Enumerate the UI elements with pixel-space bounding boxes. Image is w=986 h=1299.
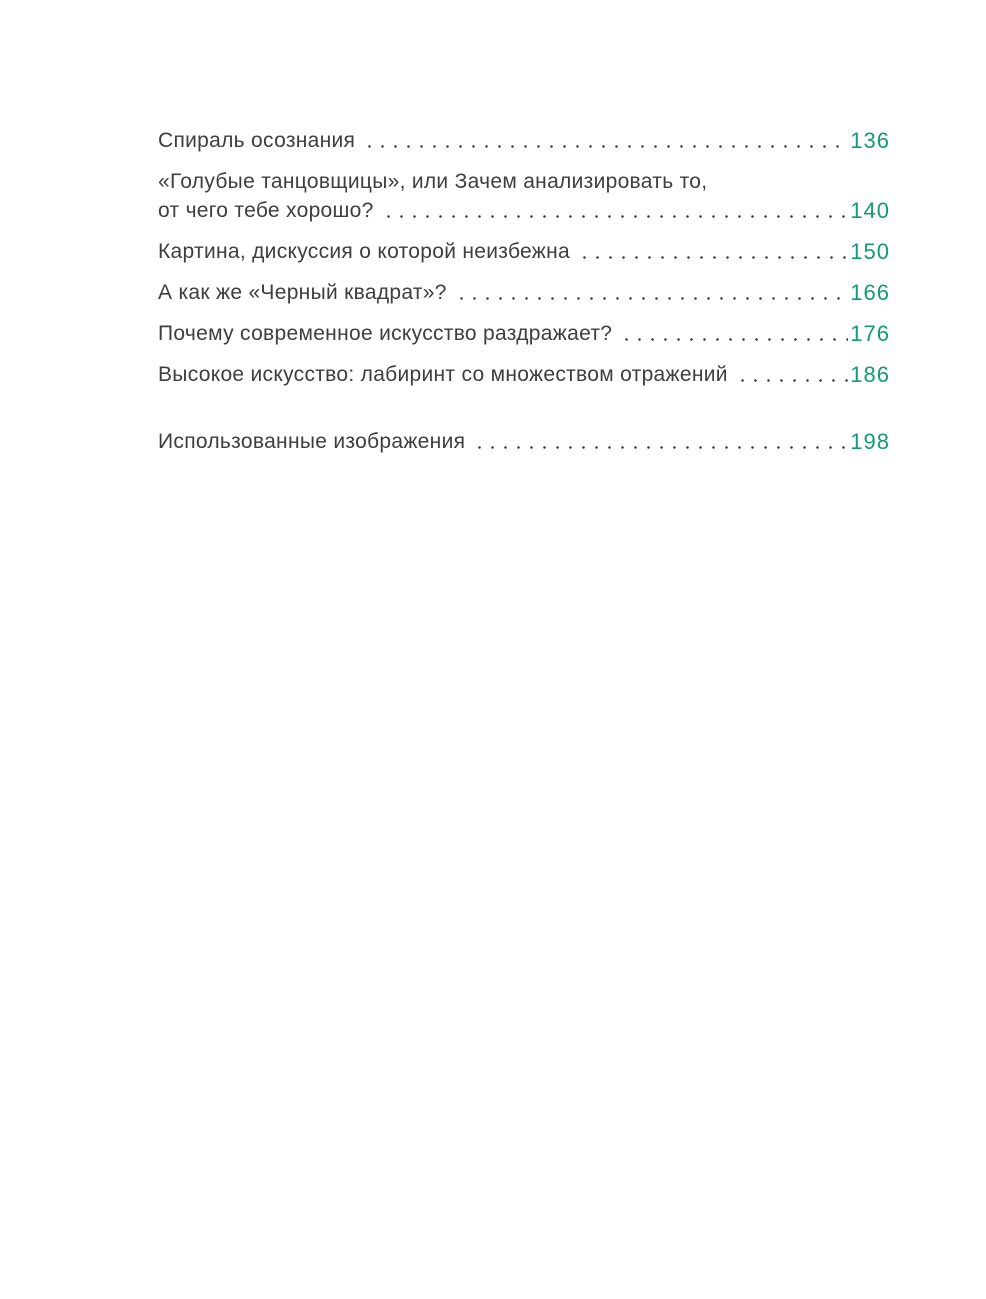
toc-entry-title: Почему современное искусство раздражает? [158, 322, 613, 345]
toc-entry-title-line1: «Голубые танцовщицы», или Зачем анализировать то, [158, 170, 708, 193]
toc-page-number: 198 [850, 429, 890, 454]
toc-entry [158, 167, 890, 225]
toc-entry [158, 237, 890, 266]
toc-entry-appendix [158, 427, 890, 456]
toc-entry-title: Картина, дискуссия о которой неизбежна [158, 240, 571, 263]
toc-entry-title: Спираль осознания [158, 129, 356, 152]
toc-entry [158, 319, 890, 348]
dot-leader [455, 296, 849, 301]
toc-page-number: 166 [850, 280, 890, 305]
toc-entry-title: А как же «Черный квадрат»? [158, 281, 447, 304]
dot-leader [578, 255, 848, 260]
toc-entry [158, 360, 890, 389]
toc-page-number: 176 [850, 321, 890, 346]
toc-entry-title: Использованные изображения [158, 430, 466, 453]
toc-page-number: 150 [850, 239, 890, 264]
dot-leader [382, 214, 849, 219]
toc-page-number: 186 [850, 362, 890, 387]
toc-entry-title: Высокое искусство: лабиринт со множеством отражений [158, 363, 728, 386]
dot-leader [736, 378, 848, 383]
toc-page-number: 140 [850, 198, 890, 223]
toc-entry [158, 126, 890, 155]
toc-page-number: 136 [850, 128, 890, 153]
dot-leader [620, 337, 848, 342]
dot-leader [473, 445, 848, 450]
dot-leader [363, 144, 848, 149]
toc-entry-title-line2: от чего тебе хорошо? [158, 199, 374, 222]
toc-entry [158, 278, 890, 307]
